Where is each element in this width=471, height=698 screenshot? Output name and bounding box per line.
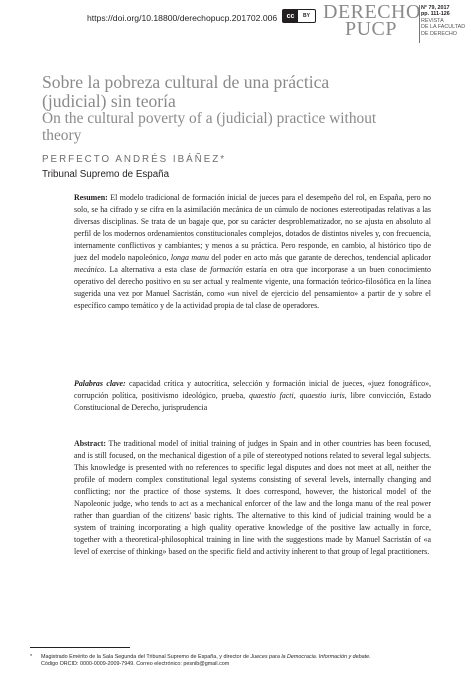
by-icon: BY	[303, 13, 310, 19]
keywords-text-2: , libre convicción, Estado Constitucional de Derecho, jurisprudencia	[74, 391, 432, 413]
footnote-marker: *	[30, 654, 33, 660]
resumen-text-1: El modelo tradicional de formación inicial de jueces para el desempeño del rol, en España, pero no solo, se ha cifrado y se cifra en la asimilación mecánica de un cúmulo de nociones estereotipadas relativas a las diversas disciplinas. Se trata de un bagaje que, por su carácter desproblematizador, no se ajusta en absoluto al perfil de los modernos ordenamientos constitucionales complejos, dotados de distintos niveles y, con frecuencia, internamente conflictivos y cambiantes; y menos a su práctica. Pero responde, en cambio, al histórico tipo de juez del modelo napoleónico,	[74, 193, 431, 263]
abstract-label: Abstract:	[74, 439, 106, 448]
title-es-line-1: Sobre la pobreza cultural de una práctica	[42, 72, 330, 92]
title-es-line-2: (judicial) sin teoría	[42, 91, 176, 111]
issue-info	[421, 5, 465, 37]
author-affiliation: Tribunal Supremo de España	[42, 169, 170, 180]
footnote-italic: Jueces para la Democracia. Información y debate	[250, 654, 370, 660]
header-divider	[419, 5, 420, 43]
resumen-paragraph	[74, 192, 431, 312]
title-spanish	[42, 73, 452, 111]
issue-derecho: DE DERECHO	[421, 30, 457, 37]
creative-commons-badge[interactable]	[282, 9, 316, 23]
resumen-italic-1: longa manu	[170, 253, 209, 263]
resumen-italic-3: formación	[210, 265, 243, 275]
issue-revista: REVISTA	[421, 17, 444, 24]
title-english	[42, 110, 382, 144]
title-en-line-1: On the cultural poverty of a (judicial) practice without	[42, 110, 377, 127]
footnote-body	[41, 654, 451, 668]
keywords-text-1: capacidad crítica y autocrítica, selección y formación inicial de jueces, «juez fonográfico», corrupción política, positivismo ideológico, prueba,	[74, 379, 431, 401]
resumen-text-2: del poder en acto más que garante de derechos, tendencial aplicador	[208, 253, 431, 263]
footnote-text-2: .	[369, 654, 371, 660]
brand-line-derecho: DERECHO	[323, 1, 421, 23]
resumen-text-3: . La alternativa a esta clase de	[104, 265, 211, 275]
footnote-orcid-email[interactable]: Código ORCID: 0000-0009-2009-7949. Correo electrónico: pesnib@gmail.com	[41, 661, 230, 668]
resumen-label: Resumen:	[74, 193, 108, 202]
cc-icon: cc	[283, 10, 298, 22]
issue-facultad: DE LA FACULTAD	[421, 24, 466, 31]
journal-logo	[323, 1, 421, 40]
abstract-paragraph	[74, 438, 431, 558]
doi-link[interactable]: https://doi.org/10.18800/derechopucp.201702.006	[87, 13, 278, 23]
abstract-text: The traditional model of initial training of judges in Spain and in other countries has been focused, and is still focused, on the mechanical digestion of a pile of stereotyped notions related to several legal subjects. This knowledge is presented with no references to specific legal disputes and does not meet at all, neither the profile of modern complex constitutional legal systems consisting of several levels, internally changing and conflicting; nor the practice of those systems. It does correspond, however, the historical model of the Napoleonic judge, who tends to act as a mechanical enforcer of the law and the longa manu of the real power rather than guardian of the citizens' basic rights. The alternative to this kind of judicial training would be a system of training incorporating a high quality operative knowledge of the positive law actually in force, together with a theoretical-philosophical training in line with the suggestions made by Manuel Sacristán of «a level of exercise of thinking» based on the specific field and activity inherent to that group of legal practitioners.	[74, 439, 431, 557]
title-en-line-2: theory	[42, 127, 82, 144]
issue-number: N° 79, 2017	[421, 5, 450, 11]
keywords-paragraph	[74, 378, 431, 414]
footnote-line-1	[41, 654, 451, 661]
resumen-text-4: estaría en otra que incorporase a un buen conocimiento operativo del derecho positivo en su ser actual y realmente vigente, una formación teórico-filosófica en la línea sugerida una vez por Manuel Sacristán, como «un nivel de ejercicio del pensamiento» a partir de y sobre el específico campo temático y de la actividad propia de tal clase de operadores.	[74, 265, 431, 311]
keywords-label: Palabras clave:	[74, 379, 126, 388]
resumen-italic-2: mecánico	[74, 265, 105, 275]
brand-line-pucp: PUCP	[344, 18, 398, 40]
author-name: PERFECTO ANDRÉS IBÁÑEZ*	[42, 154, 227, 165]
keywords-italic-1: quaestio facti, quaestio iuris	[249, 391, 345, 401]
issue-pages: pp. 111-126	[421, 11, 450, 18]
footnote-text-1: Magistrado Emérito de la Sala Segunda del Tribunal Supremo de España, y director de	[41, 654, 251, 660]
footnote-rule	[30, 647, 130, 648]
